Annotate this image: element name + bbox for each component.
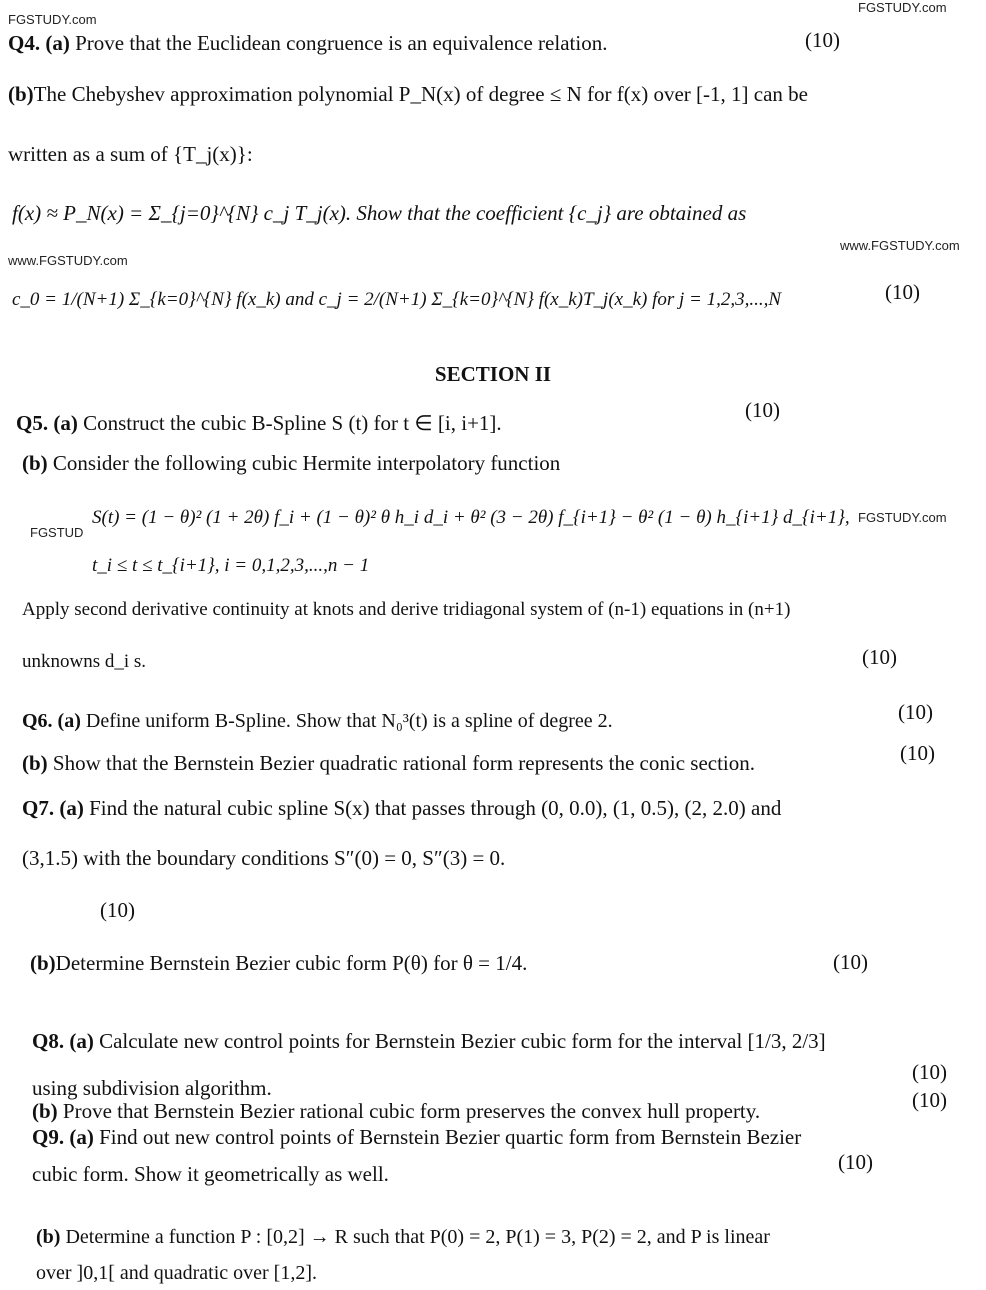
q4-b-formula: f(x) ≈ P_N(x) = Σ_{j=0}^{N} c_j T_j(x). Show that the coefficient {c_j} are obtained as: [12, 201, 747, 225]
marks: (10): [900, 741, 935, 765]
q5-a: [16, 412, 502, 435]
question-text: Apply second derivative continuity at knots and derive tridiagonal system of (n-1) equations in (n+1): [22, 599, 791, 620]
question-label: Q8. (a): [32, 1029, 94, 1053]
q9-a: [32, 1126, 801, 1149]
marks: (10): [838, 1150, 873, 1174]
part-label: (b): [22, 751, 48, 775]
marks: (10): [862, 645, 897, 669]
marks: (10): [912, 1060, 947, 1084]
q4-b-coefficients: c_0 = 1/(N+1) Σ_{k=0}^{N} f(x_k) and c_j = 2/(N+1) Σ_{k=0}^{N} f(x_k)T_j(x_k) for j = 1,2,3,...,N: [12, 289, 782, 310]
marks: (10): [745, 398, 780, 422]
q5-b: [22, 452, 560, 475]
question-text: Find out new control points of Bernstein Bezier quartic form from Bernstein Bezier: [99, 1125, 802, 1149]
hermite-range: t_i ≤ t ≤ t_{i+1}, i = 0,1,2,3,...,n − 1: [92, 555, 370, 576]
q4-b: [8, 83, 808, 106]
q8-a: [32, 1030, 826, 1053]
part-label: (b): [22, 451, 48, 475]
part-label: (b): [36, 1226, 61, 1248]
question-text: over ]0,1[ and quadratic over [1,2].: [36, 1262, 317, 1284]
question-text: Define uniform B-Spline. Show that N₀³(t) is a spline of degree 2.: [85, 710, 613, 732]
question-text: cubic form. Show it geometrically as well.: [32, 1162, 389, 1186]
section-title: SECTION II: [434, 362, 552, 386]
question-text: unknowns d_i s.: [22, 651, 147, 672]
question-text: (3,1.5) with the boundary conditions S″(0) = 0, S″(3) = 0.: [22, 846, 506, 870]
question-label: Q9. (a): [32, 1125, 94, 1149]
question-text: Find the natural cubic spline S(x) that passes through (0, 0.0), (1, 0.5), (2, 2.0) and: [89, 796, 782, 820]
question-text: Prove that the Euclidean congruence is an equivalence relation.: [75, 31, 608, 55]
question-text: using subdivision algorithm.: [32, 1076, 272, 1100]
watermark: FGSTUDY.com: [8, 12, 97, 27]
question-text: Construct the cubic B-Spline S (t) for t ∈ [i, i+1].: [83, 411, 502, 435]
question-label: Q4. (a): [8, 31, 70, 55]
question-label: Q7. (a): [22, 796, 84, 820]
hermite-formula: S(t) = (1 − θ)² (1 + 2θ) f_i + (1 − θ)² θ h_i d_i + θ² (3 − 2θ) f_{i+1} − θ² (1 − θ) h_{i+1} d_{i+1},: [92, 507, 850, 528]
q7-a: [22, 797, 781, 820]
question-label: Q5. (a): [16, 411, 78, 435]
part-label: (b): [8, 82, 34, 106]
question-text: Determine a function P : [0,2] → R such that P(0) = 2, P(1) = 3, P(2) = 2, and P is linear: [65, 1226, 770, 1248]
question-text: Show that the Bernstein Bezier quadratic rational form represents the conic section.: [52, 751, 756, 775]
q4-b-line: written as a sum of {T_j(x)}:: [8, 142, 253, 166]
q6-b: [22, 752, 755, 775]
marks: (10): [805, 28, 840, 52]
part-label: (b): [32, 1099, 58, 1123]
watermark: FGSTUDY.com: [858, 0, 947, 15]
question-text: The Chebyshev approximation polynomial P_N(x) of degree ≤ N for f(x) over [-1, 1] can be: [33, 82, 808, 106]
marks: (10): [898, 700, 933, 724]
marks: (10): [100, 898, 135, 922]
part-label: (b): [30, 951, 56, 975]
q8-b: [32, 1100, 760, 1123]
q7-b: [30, 952, 527, 975]
question-label: Q6. (a): [22, 710, 81, 732]
watermark: FGSTUDY.com: [858, 510, 947, 525]
question-text: Prove that Bernstein Bezier rational cubic form preserves the convex hull property.: [62, 1099, 761, 1123]
question-text: Consider the following cubic Hermite interpolatory function: [52, 451, 561, 475]
marks: (10): [912, 1088, 947, 1112]
q6-a: [22, 710, 613, 732]
question-text: Determine Bernstein Bezier cubic form P(θ) for θ = 1/4.: [55, 951, 528, 975]
q4-a: [8, 32, 607, 55]
watermark: www.FGSTUDY.com: [840, 238, 960, 253]
watermark: www.FGSTUDY.com: [8, 253, 128, 268]
marks: (10): [833, 950, 868, 974]
q9-b: [36, 1226, 770, 1248]
question-text: Calculate new control points for Bernstein Bezier cubic form for the interval [1/3, 2/3]: [99, 1029, 826, 1053]
marks: (10): [885, 280, 920, 304]
watermark: FGSTUD: [30, 525, 84, 540]
